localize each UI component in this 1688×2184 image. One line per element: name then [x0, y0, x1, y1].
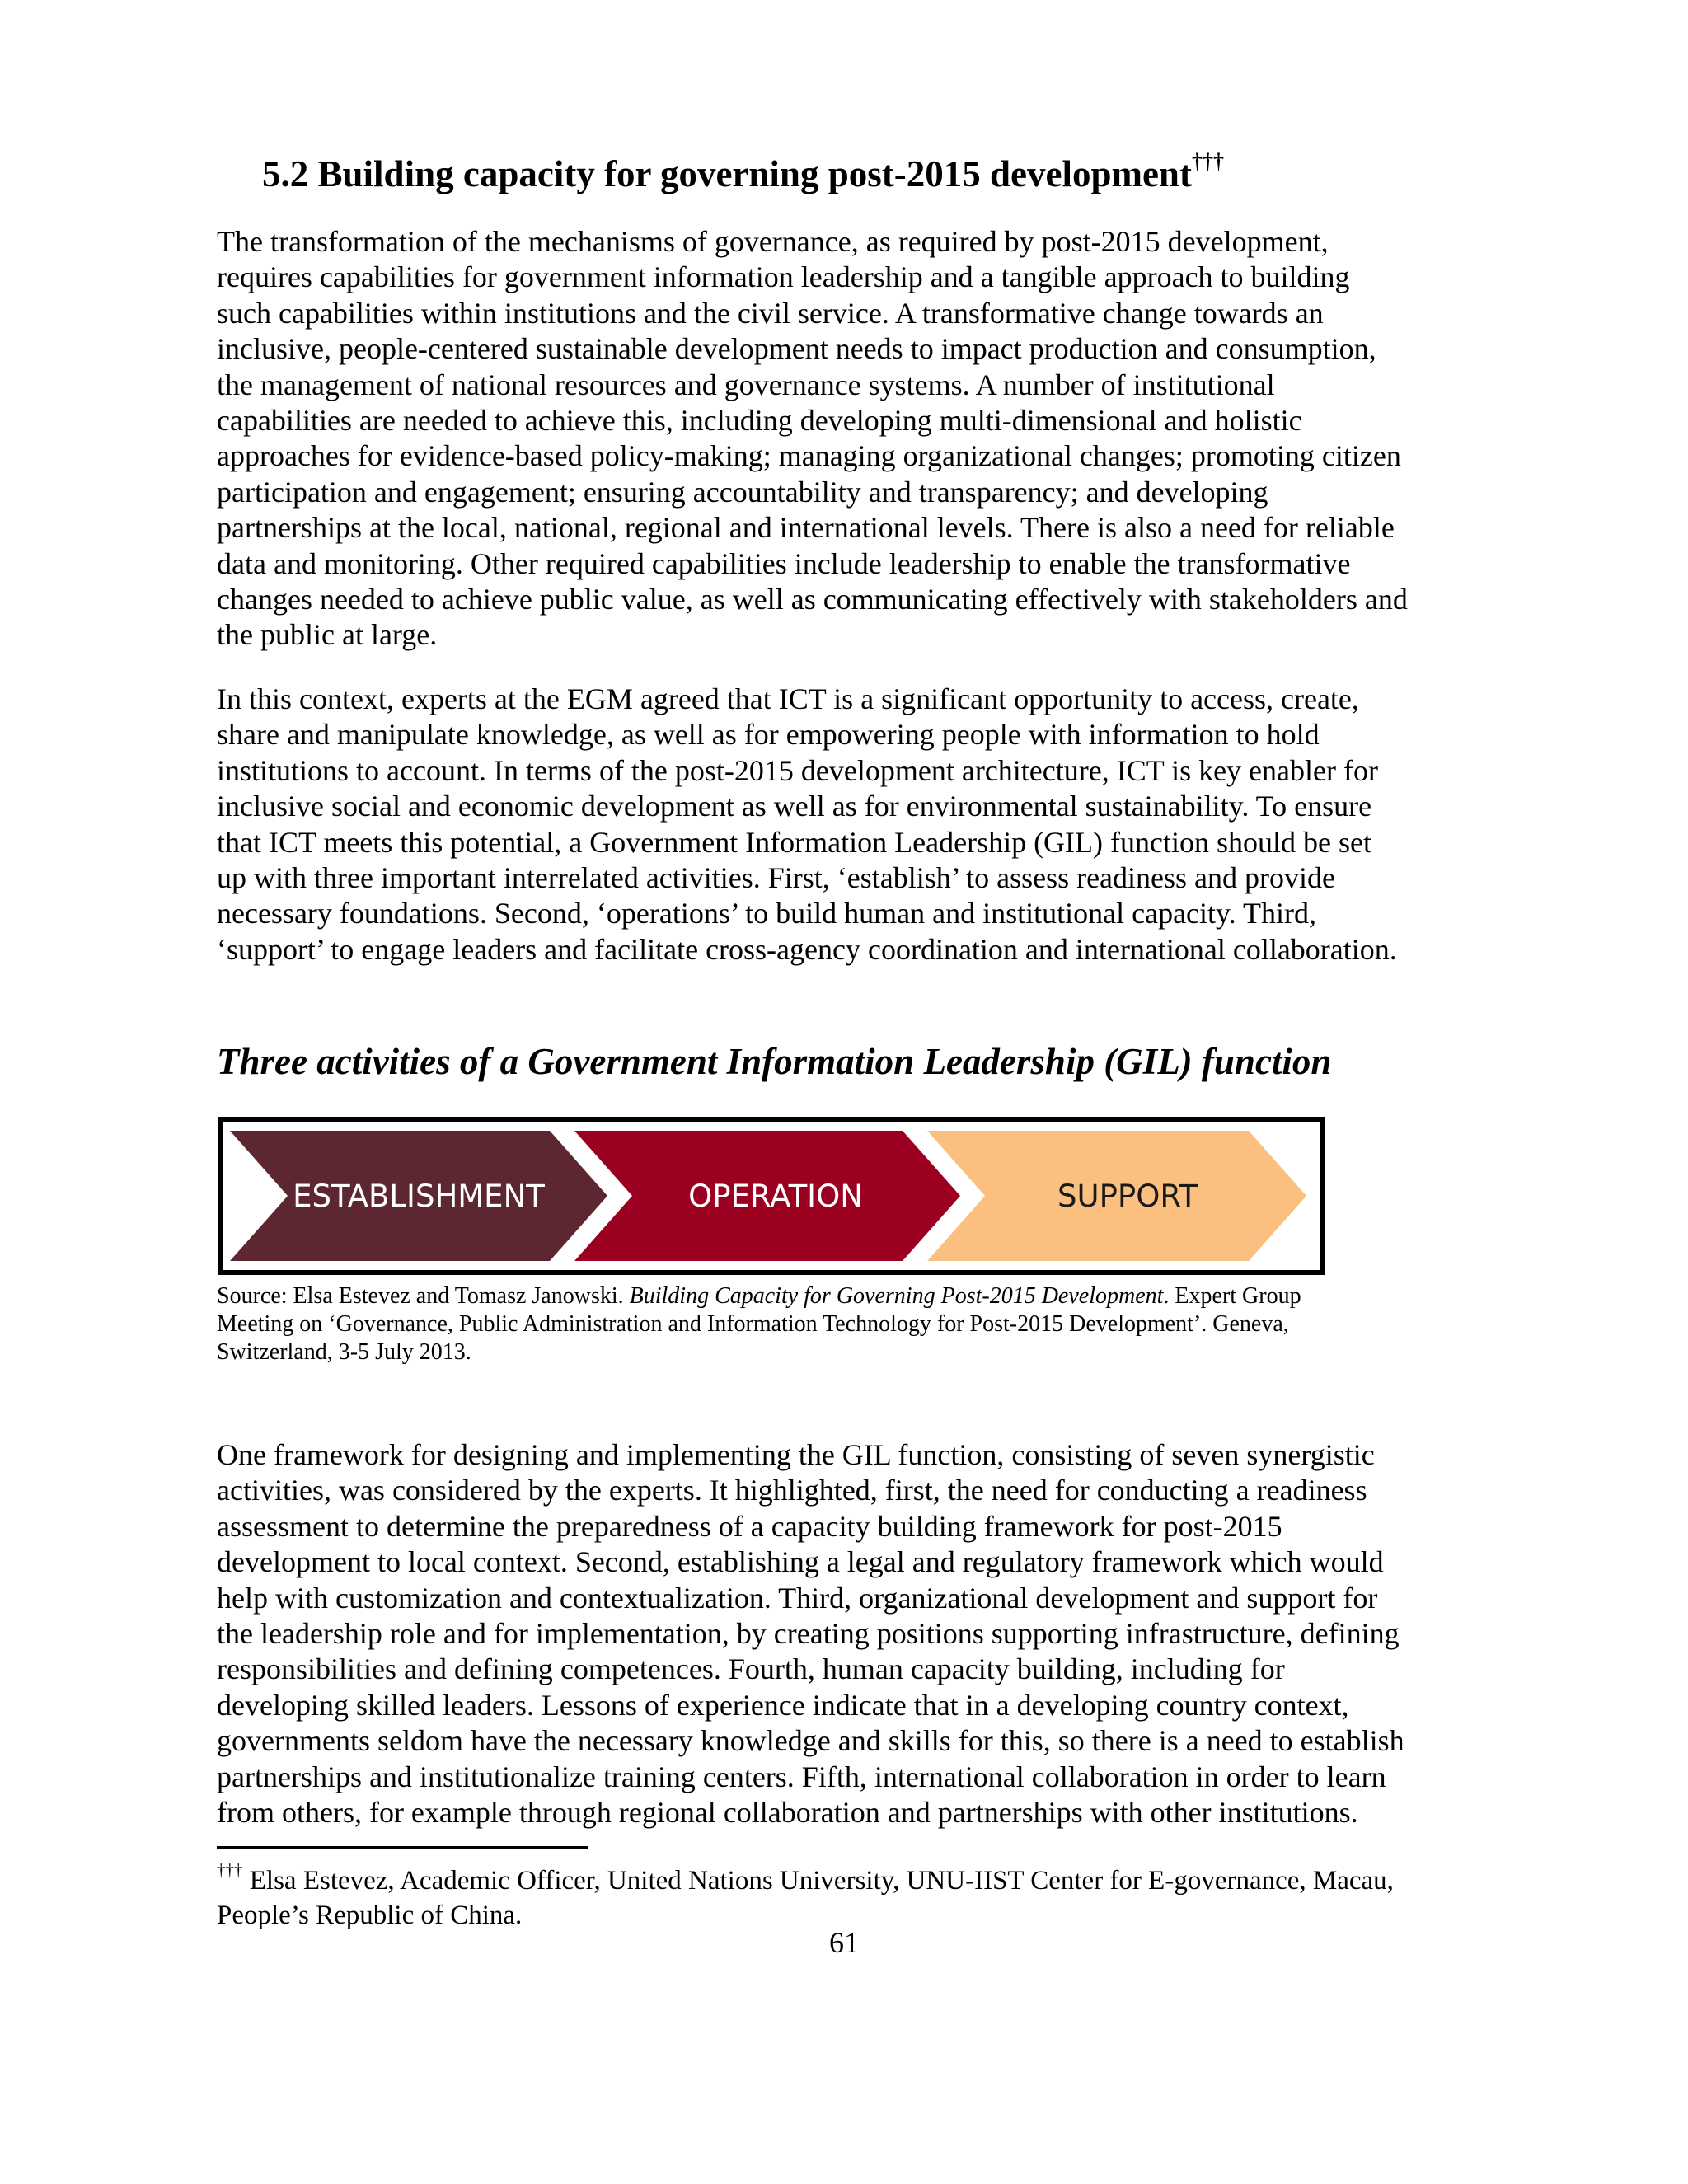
footnote-divider [217, 1846, 588, 1849]
paragraph-2: In this context, experts at the EGM agreed that ICT is a significant opportunity to access, create, share and manipulate knowledge, as well as for empowering people with information to hold institutions to account. In terms of the post-2015 development architecture, ICT is key enabler for inclusive social and economic development as well as for environmental sustainability. To ensure that ICT meets this potential, a Government Information Leadership (GIL) function should be set up with three important interrelated activities. First, ‘establish’ to assess readiness and provide necessary foundations. Second, ‘operations’ to build human and institutional capacity. Third, ‘support’ to engage leaders and facilitate cross-agency coordination and international collaboration. [217, 682, 1397, 966]
paragraph-3: One framework for designing and implementing the GIL function, consisting of seven synergistic activities, was considered by the experts. It highlighted, first, the need for conducting a readiness assessment to determine the preparedness of a capacity building framework for post-2015 development to local context. Second, establishing a legal and regulatory framework which would help with customization and contextualization. Third, organizational development and support for the leadership role and for implementation, by creating positions supporting infrastructure, defining responsibilities and defining competences. Fourth, human capacity building, including for developing skilled leaders. Lessons of experience indicate that in a developing country context, governments seldom have the necessary knowledge and skills for this, so there is a need to establish partnerships and institutionalize training centers. Fifth, international collaboration in order to learn from others, for example through regional collaboration and partnerships with other institutions. [217, 1438, 1404, 1830]
gil-activities-diagram [218, 1117, 1325, 1275]
chevron-label-support: SUPPORT [1057, 1179, 1198, 1214]
source-prefix: Source: Elsa Estevez and Tomasz Janowski. [217, 1283, 630, 1309]
footnote [217, 1856, 1394, 1933]
footnote-marker: ††† [217, 1860, 243, 1880]
chevron-label-operation: OPERATION [688, 1179, 863, 1214]
source-title: Building Capacity for Governing Post-2015 Development [629, 1283, 1164, 1309]
chevron-label-establishment: ESTABLISHMENT [293, 1179, 545, 1214]
heading-footnote-marker[interactable]: ††† [1191, 149, 1224, 173]
chevron-diagram-svg [218, 1117, 1325, 1275]
footnote-text: Elsa Estevez, Academic Officer, United Nations University, UNU-IIST Center for E-governance, Macau, People’s Republic of China. [217, 1866, 1394, 1930]
section-heading [262, 142, 1224, 199]
page-number: 61 [829, 1926, 859, 1959]
section-heading-text: 5.2 Building capacity for governing post-2015 development [262, 153, 1192, 194]
figure-title: Three activities of a Government Information Leadership (GIL) function [217, 1041, 1332, 1082]
figure-source-note [217, 1282, 1354, 1366]
source-suffix: . Expert Group Meeting on ‘Governance, Public Administration and Information Technology for Post-2015 Development’. Geneva, Switzerland, 3-5 July 2013. [217, 1283, 1301, 1365]
paragraph-1: The transformation of the mechanisms of governance, as required by post-2015 development, requires capabilities for government information leadership and a tangible approach to building such capabilities within institutions and the civil service. A transformative change towards an inclusive, people-centered sustainable development needs to impact production and consumption, the management of national resources and governance systems. A number of institutional capabilities are needed to achieve this, including developing multi-dimensional and holistic approaches for evidence-based policy-making; managing organizational changes; promoting citizen participation and engagement; ensuring accountability and transparency; and developing partnerships at the local, national, regional and international levels. There is also a need for reliable data and monitoring. Other required capabilities include leadership to enable the transformative changes needed to achieve public value, as well as communicating effectively with stakeholders and the public at large. [217, 225, 1408, 652]
